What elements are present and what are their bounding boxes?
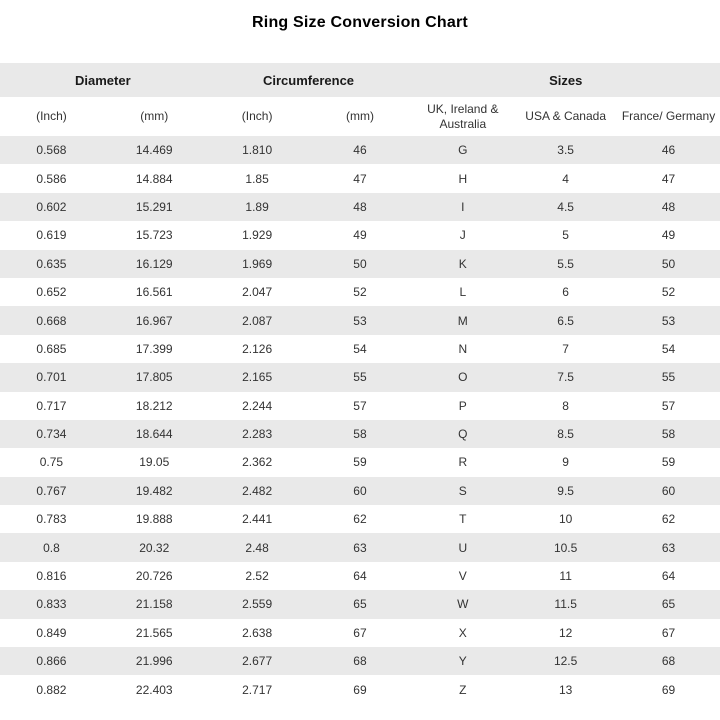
table-cell: 65 [353, 597, 367, 612]
table-cell: 17.805 [135, 370, 173, 385]
group-header-row [0, 63, 720, 97]
table-row [0, 647, 720, 675]
table-cell: 0.701 [36, 370, 67, 385]
column-header-circumference-mm: (mm) [309, 97, 412, 136]
table-cell: 63 [353, 540, 367, 555]
table-cell: 62 [661, 512, 676, 527]
table-cell: 0.833 [36, 597, 67, 612]
table-cell: 50 [353, 256, 367, 271]
table-cell: 22.403 [135, 682, 173, 697]
table-cell: 16.561 [135, 285, 173, 300]
table-cell: 1.929 [242, 228, 273, 243]
table-cell: 0.849 [36, 625, 67, 640]
table-cell: 14.469 [135, 143, 173, 158]
table-cell: 12.5 [553, 654, 578, 669]
table-cell: Z [459, 682, 467, 697]
table-cell: 8.5 [557, 427, 574, 442]
table-cell: 64 [353, 569, 367, 584]
table-cell: S [458, 483, 467, 498]
ring-size-conversion-table [0, 63, 720, 704]
table-cell: 57 [661, 398, 676, 413]
table-cell: 1.969 [242, 256, 273, 271]
table-cell: 59 [353, 455, 367, 470]
table-cell: X [458, 625, 467, 640]
table-cell: 21.158 [135, 597, 173, 612]
table-cell: 0.8 [43, 540, 60, 555]
table-cell: 52 [353, 285, 367, 300]
table-cell: 59 [661, 455, 676, 470]
table-cell: 2.638 [242, 625, 273, 640]
group-header-circumference: Circumference [206, 63, 412, 97]
table-cell: 19.482 [135, 483, 173, 498]
table-cell: 1.810 [242, 143, 273, 158]
table-cell: 0.882 [36, 682, 67, 697]
table-cell: 49 [661, 228, 676, 243]
table-cell: G [458, 143, 468, 158]
table-cell: 0.685 [36, 341, 67, 356]
table-cell: 53 [353, 313, 367, 328]
table-cell: 0.75 [39, 455, 64, 470]
table-cell: 68 [661, 654, 676, 669]
table-cell: 63 [661, 540, 676, 555]
column-header-uk-ireland-australia: UK, Ireland & Australia [411, 97, 514, 136]
table-cell: 55 [661, 370, 676, 385]
table-cell: V [458, 569, 467, 584]
group-header-diameter: Diameter [0, 63, 206, 97]
table-cell: 0.568 [36, 143, 67, 158]
table-cell: 16.967 [135, 313, 173, 328]
table-row [0, 590, 720, 618]
table-cell: 2.126 [242, 341, 273, 356]
table-cell: 4.5 [557, 199, 574, 214]
column-header-diameter-inch: (Inch) [0, 97, 103, 136]
table-cell: 5.5 [557, 256, 574, 271]
table-row [0, 136, 720, 164]
table-cell: 57 [353, 398, 367, 413]
table-row [0, 477, 720, 505]
table-row [0, 448, 720, 476]
table-cell: 10.5 [553, 540, 578, 555]
table-cell: 53 [661, 313, 676, 328]
table-cell: 48 [353, 199, 367, 214]
table-row [0, 562, 720, 590]
table-row [0, 505, 720, 533]
table-cell: 68 [353, 654, 367, 669]
table-cell: 2.717 [242, 682, 273, 697]
table-cell: 8 [562, 398, 569, 413]
table-cell: 47 [353, 171, 367, 186]
table-cell: 69 [353, 682, 367, 697]
table-cell: 69 [661, 682, 676, 697]
table-header [0, 63, 720, 136]
table-cell: 2.52 [245, 569, 269, 584]
table-cell: 6.5 [557, 313, 574, 328]
table-cell: 54 [661, 341, 676, 356]
table-cell: 19.888 [135, 512, 173, 527]
table-cell: 21.565 [135, 625, 173, 640]
table-row [0, 420, 720, 448]
table-row [0, 363, 720, 391]
table-cell: 60 [661, 483, 676, 498]
table-cell: 0.816 [36, 569, 67, 584]
table-cell: 0.619 [36, 228, 67, 243]
table-cell: R [458, 455, 468, 470]
table-cell: 0.652 [36, 285, 67, 300]
table-cell: 67 [661, 625, 676, 640]
table-cell: 18.644 [135, 427, 173, 442]
table-cell: 11.5 [554, 597, 577, 612]
table-row [0, 619, 720, 647]
table-cell: 0.586 [36, 171, 67, 186]
table-cell: 0.866 [36, 654, 67, 669]
table-cell: 64 [661, 569, 676, 584]
table-row [0, 164, 720, 192]
table-row [0, 675, 720, 703]
column-header-france-germany: France/ Germany [617, 97, 720, 136]
table-row [0, 533, 720, 561]
table-cell: 20.32 [139, 540, 170, 555]
table-row [0, 335, 720, 363]
table-cell: 60 [353, 483, 367, 498]
table-cell: I [461, 199, 465, 214]
table-cell: 21.996 [135, 654, 173, 669]
table-cell: 67 [353, 625, 367, 640]
table-cell: 2.441 [242, 512, 273, 527]
table-cell: 2.677 [242, 654, 273, 669]
column-header-usa-canada: USA & Canada [514, 97, 617, 136]
table-cell: 2.087 [242, 313, 273, 328]
table-cell: 11 [559, 569, 572, 584]
table-cell: L [459, 285, 467, 300]
table-cell: 55 [353, 370, 367, 385]
table-cell: W [457, 597, 469, 612]
table-cell: Y [458, 654, 467, 669]
table-cell: 15.723 [135, 228, 173, 243]
column-header-row [0, 97, 720, 136]
table-cell: 9.5 [557, 483, 574, 498]
table-cell: 15.291 [135, 199, 173, 214]
table-cell: 2.482 [242, 483, 273, 498]
table-cell: 1.85 [245, 171, 269, 186]
table-cell: 2.559 [242, 597, 273, 612]
table-cell: K [458, 256, 467, 271]
table-cell: Q [458, 427, 468, 442]
table-cell: 10 [558, 512, 573, 527]
table-row [0, 306, 720, 334]
table-cell: 7.5 [557, 370, 574, 385]
table-body [0, 136, 720, 704]
table-row [0, 221, 720, 249]
table-cell: 0.717 [36, 398, 67, 413]
table-cell: 19.05 [139, 455, 170, 470]
table-row [0, 278, 720, 306]
column-header-diameter-mm: (mm) [103, 97, 206, 136]
table-cell: M [457, 313, 468, 328]
table-cell: 46 [661, 143, 676, 158]
table-cell: 18.212 [135, 398, 173, 413]
table-cell: 20.726 [135, 569, 173, 584]
table-cell: 2.047 [242, 285, 273, 300]
table-cell: 2.244 [242, 398, 273, 413]
table-cell: 0.668 [36, 313, 67, 328]
table-cell: 48 [661, 199, 676, 214]
table-cell: 58 [661, 427, 676, 442]
table-row [0, 392, 720, 420]
table-cell: 65 [661, 597, 676, 612]
table-cell: 17.399 [135, 341, 173, 356]
table-cell: 6 [562, 285, 569, 300]
table-cell: 62 [353, 512, 367, 527]
table-cell: 58 [353, 427, 367, 442]
table-cell: 0.734 [36, 427, 67, 442]
table-cell: 47 [661, 171, 676, 186]
table-cell: 2.48 [245, 540, 269, 555]
table-cell: 0.602 [36, 199, 67, 214]
table-cell: 50 [661, 256, 676, 271]
table-cell: 12 [558, 625, 573, 640]
table-cell: 0.767 [36, 483, 67, 498]
table-cell: 46 [353, 143, 367, 158]
table-cell: J [459, 228, 466, 243]
table-cell: 2.362 [242, 455, 273, 470]
table-cell: 16.129 [135, 256, 173, 271]
table-row [0, 193, 720, 221]
table-cell: 0.783 [36, 512, 67, 527]
table-cell: 14.884 [135, 171, 173, 186]
table-cell: 2.283 [242, 427, 273, 442]
table-row [0, 250, 720, 278]
table-cell: 3.5 [557, 143, 574, 158]
table-cell: 52 [661, 285, 676, 300]
table-cell: O [458, 370, 468, 385]
table-cell: T [459, 512, 467, 527]
table-cell: 9 [562, 455, 569, 470]
table-cell: 2.165 [242, 370, 273, 385]
table-cell: U [458, 540, 468, 555]
table-cell: 0.635 [36, 256, 67, 271]
table-cell: 54 [353, 341, 367, 356]
group-header-sizes: Sizes [411, 63, 720, 97]
table-cell: 1.89 [245, 199, 269, 214]
table-cell: H [458, 171, 468, 186]
table-cell: P [458, 398, 467, 413]
table-cell: 13 [558, 682, 573, 697]
table-cell: 49 [353, 228, 367, 243]
table-cell: 5 [562, 228, 569, 243]
column-header-circumference-inch: (Inch) [206, 97, 309, 136]
page-title: Ring Size Conversion Chart [252, 14, 468, 31]
table-cell: 7 [562, 341, 569, 356]
table-cell: N [458, 341, 468, 356]
table-cell: 4 [562, 171, 569, 186]
